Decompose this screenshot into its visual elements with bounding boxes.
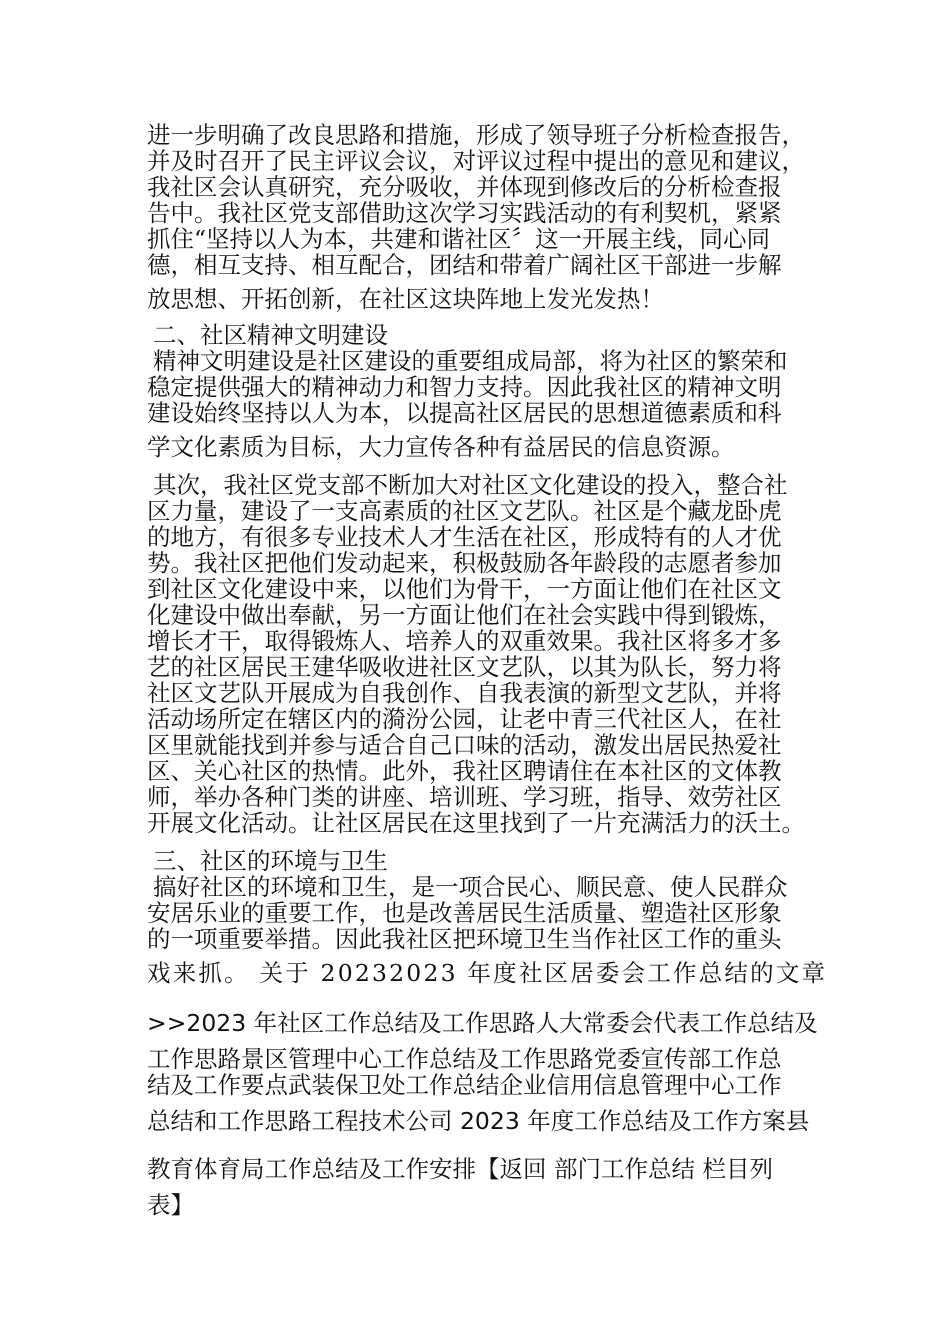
- paragraph-line: 艺的社区居民王建华吸收进社区文艺队，以其为队长，努力将: [147, 653, 782, 681]
- paragraph-line: 的地方，有很多专业技术人才生活在社区，形成特有的人才优: [147, 523, 782, 551]
- related-articles-link[interactable]: 结及工作要点武装保卫处工作总结企业信用信息管理中心工作: [147, 1071, 782, 1099]
- paragraph-line: 建设始终坚持以人为本，以提高社区居民的思想道德素质和科: [147, 399, 782, 427]
- section-heading: 三、社区的环境与卫生: [153, 847, 388, 875]
- paragraph-line: 安居乐业的重要工作，也是改善居民生活质量、塑造社区形象: [147, 899, 782, 927]
- paragraph-line: 精神文明建设是社区建设的重要组成局部，将为社区的繁荣和: [153, 347, 788, 375]
- related-articles-link[interactable]: 工作思路景区管理中心工作总结及工作思路党委宣传部工作总: [147, 1045, 782, 1073]
- paragraph-line: 戏来抓。 关于 20232023 年度社区居委会工作总结的文章: [147, 959, 828, 987]
- paragraph-line: 社区文艺队开展成为自我创作、自我表演的新型文艺队，并将: [147, 679, 782, 707]
- paragraph-line: 学文化素质为目标，大力宣传各种有益居民的信息资源。: [147, 433, 735, 461]
- paragraph-line: 化建设中做出奉献，另一方面让他们在社会实践中得到锻炼，: [147, 601, 782, 629]
- paragraph-line: 区、关心社区的热情。此外，我社区聘请住在本社区的文体教: [147, 757, 782, 785]
- paragraph-line: 开展文化活动。让社区居民在这里找到了一片充满活力的沃土。: [147, 809, 805, 837]
- return-column-link[interactable]: 教育体育局工作总结及工作安排【返回 部门工作总结 栏目列: [147, 1155, 773, 1183]
- paragraph-line: 的一项重要举措。因此我社区把环境卫生当作社区工作的重头: [147, 925, 782, 953]
- paragraph-line: 进一步明确了改良思路和措施，形成了领导班子分析检查报告，: [147, 121, 805, 149]
- paragraph-line: 其次，我社区党支部不断加大对社区文化建设的投入，整合社: [153, 471, 788, 499]
- paragraph-line: 师，举办各种门类的讲座、培训班、学习班，指导、效劳社区: [147, 783, 782, 811]
- paragraph-line: 我社区会认真研究，充分吸收，并体现到修改后的分析检查报: [147, 173, 782, 201]
- paragraph-line: 告中。我社区党支部借助这次学习实践活动的有利契机，紧紧: [147, 199, 782, 227]
- paragraph-line: 活动场所定在辖区内的漪汾公园，让老中青三代社区人，在社: [147, 705, 782, 733]
- paragraph-line: 德，相互支持、相互配合，团结和带着广阔社区干部进一步解: [147, 251, 782, 279]
- paragraph-line: 增长才干，取得锻炼人、培养人的双重效果。我社区将多才多: [147, 627, 782, 655]
- paragraph-line: 区里就能找到并参与适合自己口味的活动，激发出居民热爱社: [147, 731, 782, 759]
- paragraph-line: 势。我社区把他们发动起来，积极鼓励各年龄段的志愿者参加: [147, 549, 782, 577]
- section-heading: 二、社区精神文明建设: [153, 321, 388, 349]
- return-column-link[interactable]: 表】: [147, 1191, 194, 1219]
- related-articles-link[interactable]: >>2023 年社区工作总结及工作思路人大常委会代表工作总结及: [147, 1009, 818, 1037]
- paragraph-line: 区力量，建设了一支高素质的社区文艺队。社区是个藏龙卧虎: [147, 497, 782, 525]
- paragraph-line: 到社区文化建设中来，以他们为骨干，一方面让他们在社区文: [147, 575, 782, 603]
- paragraph-line: 稳定提供强大的精神动力和智力支持。因此我社区的精神文明: [147, 373, 782, 401]
- paragraph-line: 并及时召开了民主评议会议，对评议过程中提出的意见和建议，: [147, 147, 805, 175]
- related-articles-link[interactable]: 总结和工作思路工程技术公司 2023 年度工作总结及工作方案县: [147, 1107, 810, 1135]
- paragraph-line: 放思想、开拓创新，在社区这块阵地上发光发热！: [147, 285, 664, 313]
- paragraph-line: 搞好社区的环境和卫生，是一项合民心、顺民意、使人民群众: [153, 873, 788, 901]
- paragraph-line: 抓住“坚持以人为本，共建和谐社区〞这一开展主线，同心同: [147, 225, 771, 253]
